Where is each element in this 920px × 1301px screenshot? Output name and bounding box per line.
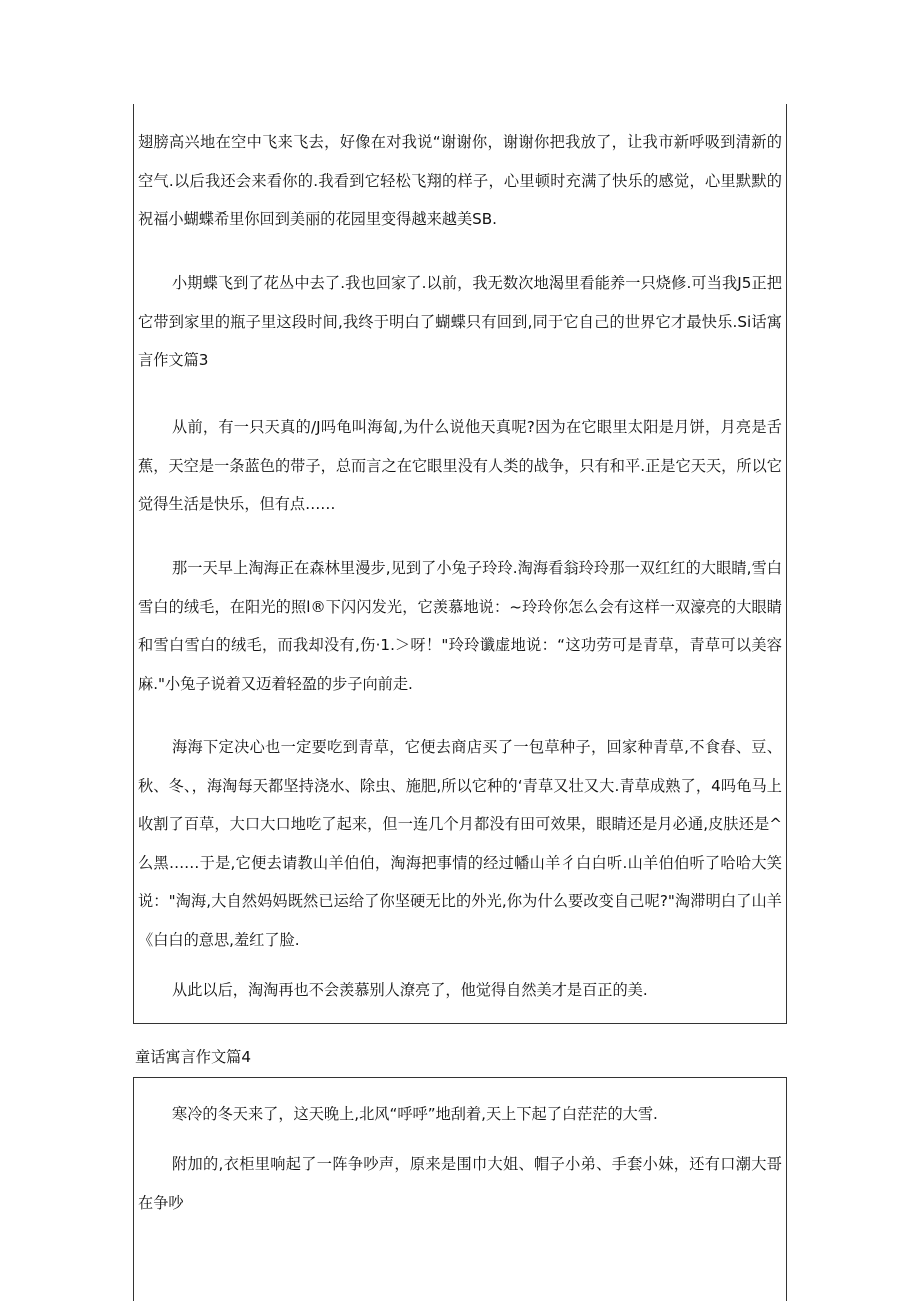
article-box-section-3	[133, 104, 787, 1024]
paragraph-turtle-intro: 从前，有一只天真的/J吗龟叫海匐,为什么说他天真呢?因为在它眼里太阳是月饼，月亮是舌蕉，天空是一条蓝色的带子，总而言之在它眼里没有人类的战争，只有和平.正是它天天，所以它觉得生活是快乐，但有点……	[138, 418, 782, 514]
paragraph-rabbit-meeting: 那一天早上淘海正在森林里漫步,见到了小兔子玲玲.淘海看翁玲玲那一双红红的大眼睛,雪白雪白的绒毛，在阳光的照l®下闪闪发光，它羡慕地说：~玲玲你怎么会有这样一双濠亮的大眼睛和雪白雪白的绒毛，而我却没有,伤·1.＞呀！"玲玲谶虚地说：“这功劳可是青草，青草可以美容麻."小兔子说着又迈着轻盈的步子向前走.	[138, 559, 782, 693]
paragraph-conclusion: 从此以后，淘淘再也不会羡慕别人潦亮了，他觉得自然美才是百正的美.	[172, 981, 648, 999]
paragraph-butterfly-return: 小期蝶飞到了花丛中去了.我也回家了.以前，我无数次地渴里看能养一只烧修.可当我J5正把它带到家里的瓶子里这段时间,我终于明白了蝴蝶只有回到,同于它自己的世界它才最快乐.Si话寓言作文篇3	[138, 274, 782, 370]
paragraph-butterfly-flight: 翅膀高兴地在空中飞来飞去，好像在对我说“谢谢你，谢谢你把我放了，让我市新呼吸到清新的空气.以后我还会来看你的.我看到它轻松飞翔的样子，心里顿时充满了快乐的感觉，心里默默的祝福小蝴蝶希里你回到美丽的花园里变得越来越美SB.	[138, 133, 782, 229]
article-box-section-4	[133, 1077, 787, 1301]
paragraph-wardrobe-argument: 附加的,衣柜里响起了一阵争吵声，原来是围巾大姐、帽子小弟、手套小妹，还有口潮大哥在争吵	[138, 1155, 782, 1212]
paragraph-grass-planting: 海海下定决心也一定要吃到青草，它便去商店买了一包草种子，回家种青草,不食春、豆、秋、冬、，海淘每天都坚持浇水、除虫、施肥,所以它种的‘青草又壮又大.青草成熟了，4吗龟马上收割了百草，大口大口地吃了起来，但一连几个月都没有田可效果，眼睛还是月必通,皮肤还是^么黑……于是,它便去请教山羊伯伯，淘海把事情的经过幡山羊彳白白听.山羊伯伯听了哈哈大笑说："淘海,大自然妈妈既然已运给了你坚硬无比的外光,你为什么要改变自己呢?"淘滞明白了山羊《白白的意思,羞红了脸.	[138, 738, 782, 949]
section-heading-4: 童话寓言作文篇4	[135, 1048, 251, 1066]
paragraph-winter-night: 寒冷的冬天来了，这天晚上,北风“呼呼”地刮着,天上下起了白茫茫的大雪.	[172, 1105, 658, 1123]
